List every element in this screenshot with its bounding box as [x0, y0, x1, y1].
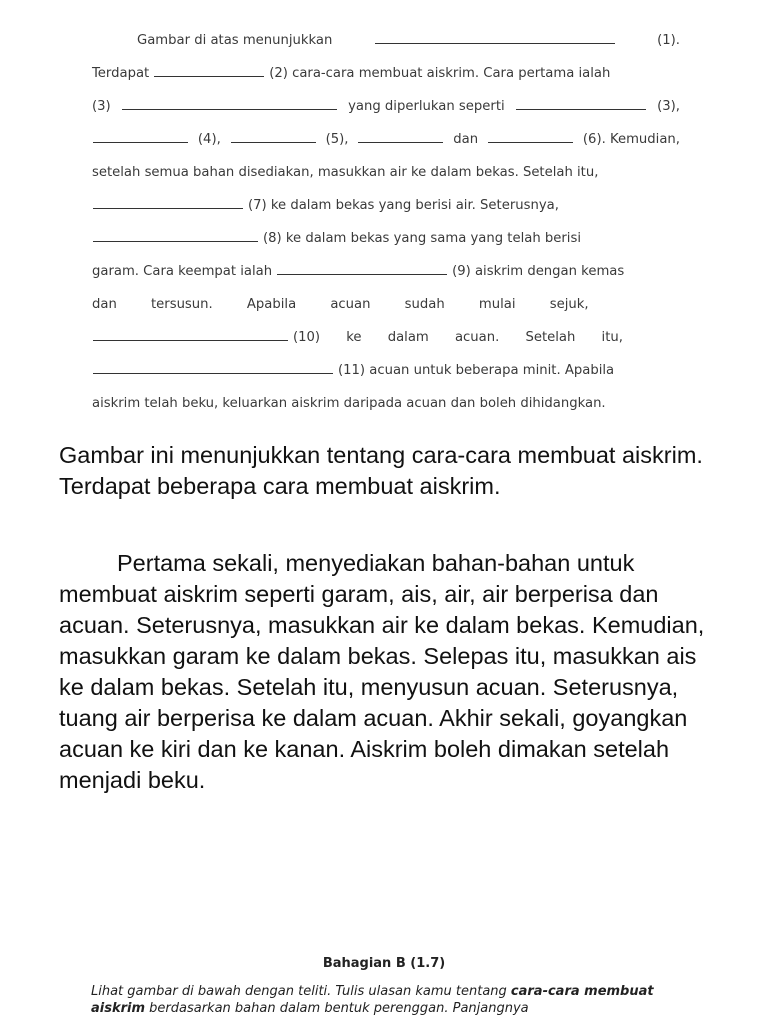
worksheet-text: (11) acuan untuk beberapa minit. Apabila — [338, 363, 615, 378]
section-b-title: Bahagian B (1.7) — [322, 956, 446, 971]
answer-text — [59, 440, 719, 796]
instr-bold-text: cara-cara membuat aiskrim — [91, 984, 654, 1016]
worksheet-text: (6). Kemudian, — [582, 132, 680, 147]
worksheet-line-9 — [92, 288, 680, 321]
blank-11 — [93, 359, 333, 374]
worksheet-line-2 — [92, 57, 680, 90]
worksheet-text: dan tersusun. Apabila acuan sudah mulai sejuk, — [92, 297, 589, 312]
worksheet-line-4 — [92, 123, 680, 156]
worksheet-text: yang diperlukan seperti — [348, 99, 505, 114]
worksheet-text: dan — [453, 132, 479, 147]
worksheet-text: (3) — [92, 99, 111, 114]
blank-6 — [488, 128, 573, 143]
answer-paragraph-2: Pertama sekali, menyediakan bahan-bahan untuk membuat aiskrim seperti garam, ais, air, air berperisa dan acuan. Seterusnya, masukkan air ke dalam bekas. Kemudian, masukkan garam ke dalam bekas. Selepas itu, masukkan ais ke dalam bekas. Setelah itu, menyusun acuan. Seterusnya, tuang air berperisa ke dalam acuan. Akhir sekali, goyangkan acuan ke kiri dan ke kanan. Aiskrim boleh dimakan setelah menjadi beku. — [59, 550, 705, 793]
worksheet-text: (8) ke dalam bekas yang sama yang telah berisi — [263, 231, 581, 246]
worksheet-text: (1). — [657, 33, 680, 48]
blank-7 — [93, 194, 243, 209]
answer-paragraph-1: Gambar ini menunjukkan tentang cara-cara membuat aiskrim. Terdapat beberapa cara membuat aiskrim. — [59, 442, 703, 499]
blank-10 — [93, 326, 288, 341]
fill-in-worksheet — [92, 24, 680, 420]
worksheet-text: Terdapat — [92, 66, 150, 81]
worksheet-line-5 — [92, 156, 680, 189]
section-b — [0, 956, 768, 1017]
instr-text: Lihat gambar di bawah dengan teliti. Tulis ulasan kamu tentang — [91, 984, 511, 999]
worksheet-text: setelah semua bahan disediakan, masukkan air ke dalam bekas. Setelah itu, — [92, 165, 599, 180]
worksheet-line-1 — [92, 24, 680, 57]
blank-4 — [93, 128, 188, 143]
blank-3a — [122, 95, 337, 110]
worksheet-line-3 — [92, 90, 680, 123]
worksheet-text: (7) ke dalam bekas yang berisi air. Seterusnya, — [248, 198, 559, 213]
section-b-instructions — [91, 983, 681, 1017]
worksheet-line-7 — [92, 222, 680, 255]
worksheet-line-11 — [92, 354, 680, 387]
worksheet-text: aiskrim telah beku, keluarkan aiskrim daripada acuan dan boleh dihidangkan. — [92, 396, 606, 411]
blank-5b — [358, 128, 443, 143]
worksheet-line-8 — [92, 255, 680, 288]
worksheet-text: (2) cara-cara membuat aiskrim. Cara pertama ialah — [269, 66, 611, 81]
instr-text-end: berdasarkan bahan dalam bentuk perenggan. Panjangnya — [145, 1001, 529, 1016]
worksheet-text: (10) ke dalam acuan. Setelah itu, — [293, 330, 623, 345]
blank-9 — [277, 260, 447, 275]
worksheet-line-10 — [92, 321, 680, 354]
worksheet-text: (9) aiskrim dengan kemas — [452, 264, 625, 279]
blank-3b — [516, 95, 646, 110]
worksheet-text: Gambar di atas menunjukkan — [137, 33, 333, 48]
worksheet-line-12 — [92, 387, 680, 420]
worksheet-text: (5), — [325, 132, 349, 147]
worksheet-text: (4), — [197, 132, 221, 147]
blank-2 — [154, 62, 264, 77]
worksheet-text: (3), — [657, 99, 680, 114]
worksheet-line-6 — [92, 189, 680, 222]
worksheet-text: garam. Cara keempat ialah — [92, 264, 273, 279]
blank-8 — [93, 227, 258, 242]
blank-5 — [231, 128, 316, 143]
blank-1 — [375, 29, 615, 44]
